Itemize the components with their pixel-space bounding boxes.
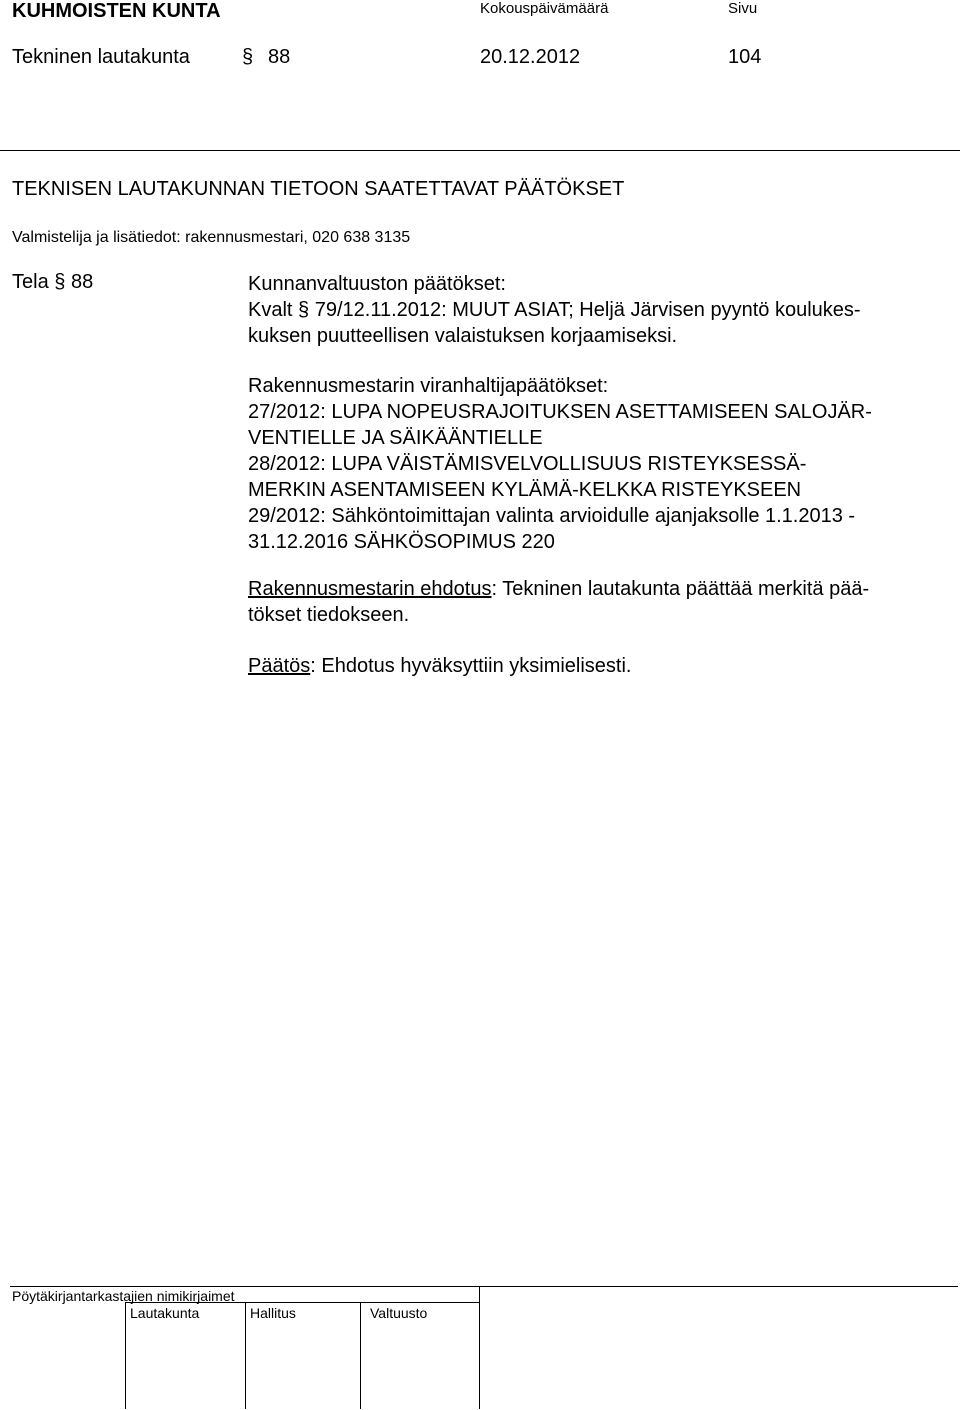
- officer-line: 27/2012: LUPA NOPEUSRAJOITUKSEN ASETTAMISEEN SALOJÄR-: [248, 401, 872, 423]
- meeting-date-label: Kokouspäivämäärä: [480, 0, 609, 17]
- council-item-text: 79/12.11.2012: MUUT ASIAT; Heljä Järvisen pyyntö koulukes-: [314, 299, 861, 321]
- initials-table-top-border: [10, 1286, 480, 1287]
- initials-column-hallitus: Hallitus: [250, 1305, 296, 1321]
- officer-line: VENTIELLE JA SÄIKÄÄNTIELLE: [248, 427, 543, 449]
- section-label: [12, 271, 93, 294]
- initials-column-valtuusto: Valtuusto: [370, 1305, 428, 1321]
- preparer-info: Valmistelija ja lisätiedot: rakennusmestari, 020 638 3135: [12, 229, 411, 246]
- page-number: 104: [728, 46, 762, 68]
- council-line-1: [248, 297, 861, 323]
- officer-line: 28/2012: LUPA VÄISTÄMISVELVOLLISUUS RISTEYKSESSÄ-: [248, 453, 807, 475]
- initials-column-lautakunta: Lautakunta: [130, 1305, 200, 1321]
- section-symbol: §: [242, 46, 254, 68]
- body-name: Tekninen lautakunta: [12, 46, 190, 68]
- organization-name: KUHMOISTEN KUNTA: [12, 0, 221, 22]
- initials-table-divider: [125, 1302, 126, 1409]
- proposal-text: : Tekninen lautakunta päättää merkitä pää-: [491, 578, 870, 600]
- officer-line: 29/2012: Sähköntoimittajan valinta arvioidulle ajanjaksolle 1.1.2013 -: [248, 505, 856, 527]
- decision-line: [248, 653, 632, 679]
- council-heading: Kunnanvaltuuston päätökset:: [248, 273, 506, 295]
- officer-block: [248, 373, 872, 555]
- proposal-line-1: [248, 576, 869, 602]
- initials-table-divider: [360, 1302, 361, 1409]
- proposal-block: [248, 576, 869, 628]
- footer-right-border: [478, 1286, 958, 1287]
- council-section-symbol: §: [298, 299, 310, 321]
- proposal-line-2: tökset tiedokseen.: [248, 604, 410, 626]
- section-label-text: Tela: [12, 271, 49, 293]
- section-number: 88: [268, 46, 291, 68]
- initials-table-divider: [479, 1286, 480, 1409]
- section-label-symbol: §: [54, 271, 66, 293]
- document-title: TEKNISEN LAUTAKUNNAN TIETOON SAATETTAVAT PÄÄTÖKSET: [12, 178, 625, 200]
- proposal-label: Rakennusmestarin ehdotus: [248, 578, 492, 600]
- officer-heading: Rakennusmestarin viranhaltijapäätökset:: [248, 375, 609, 397]
- page-label: Sivu: [728, 0, 758, 17]
- header-divider: [0, 150, 960, 151]
- officer-line: 31.12.2016 SÄHKÖSOPIMUS 220: [248, 531, 555, 553]
- decision-block: [248, 653, 632, 679]
- council-kvalt: Kvalt: [248, 299, 293, 321]
- initials-title: Pöytäkirjantarkastajien nimikirjaimet: [12, 1288, 235, 1304]
- section-label-number: 88: [70, 271, 94, 293]
- council-line-2: kuksen puutteellisen valaistuksen korjaamiseksi.: [248, 325, 678, 347]
- decision-text: : Ehdotus hyväksyttiin yksimielisesti.: [310, 655, 632, 677]
- meeting-date: 20.12.2012: [480, 46, 581, 68]
- initials-table-divider: [245, 1302, 246, 1409]
- council-block: [248, 271, 861, 349]
- decision-label: Päätös: [248, 655, 311, 677]
- officer-line: MERKIN ASENTAMISEEN KYLÄMÄ-KELKKA RISTEYKSEEN: [248, 479, 802, 501]
